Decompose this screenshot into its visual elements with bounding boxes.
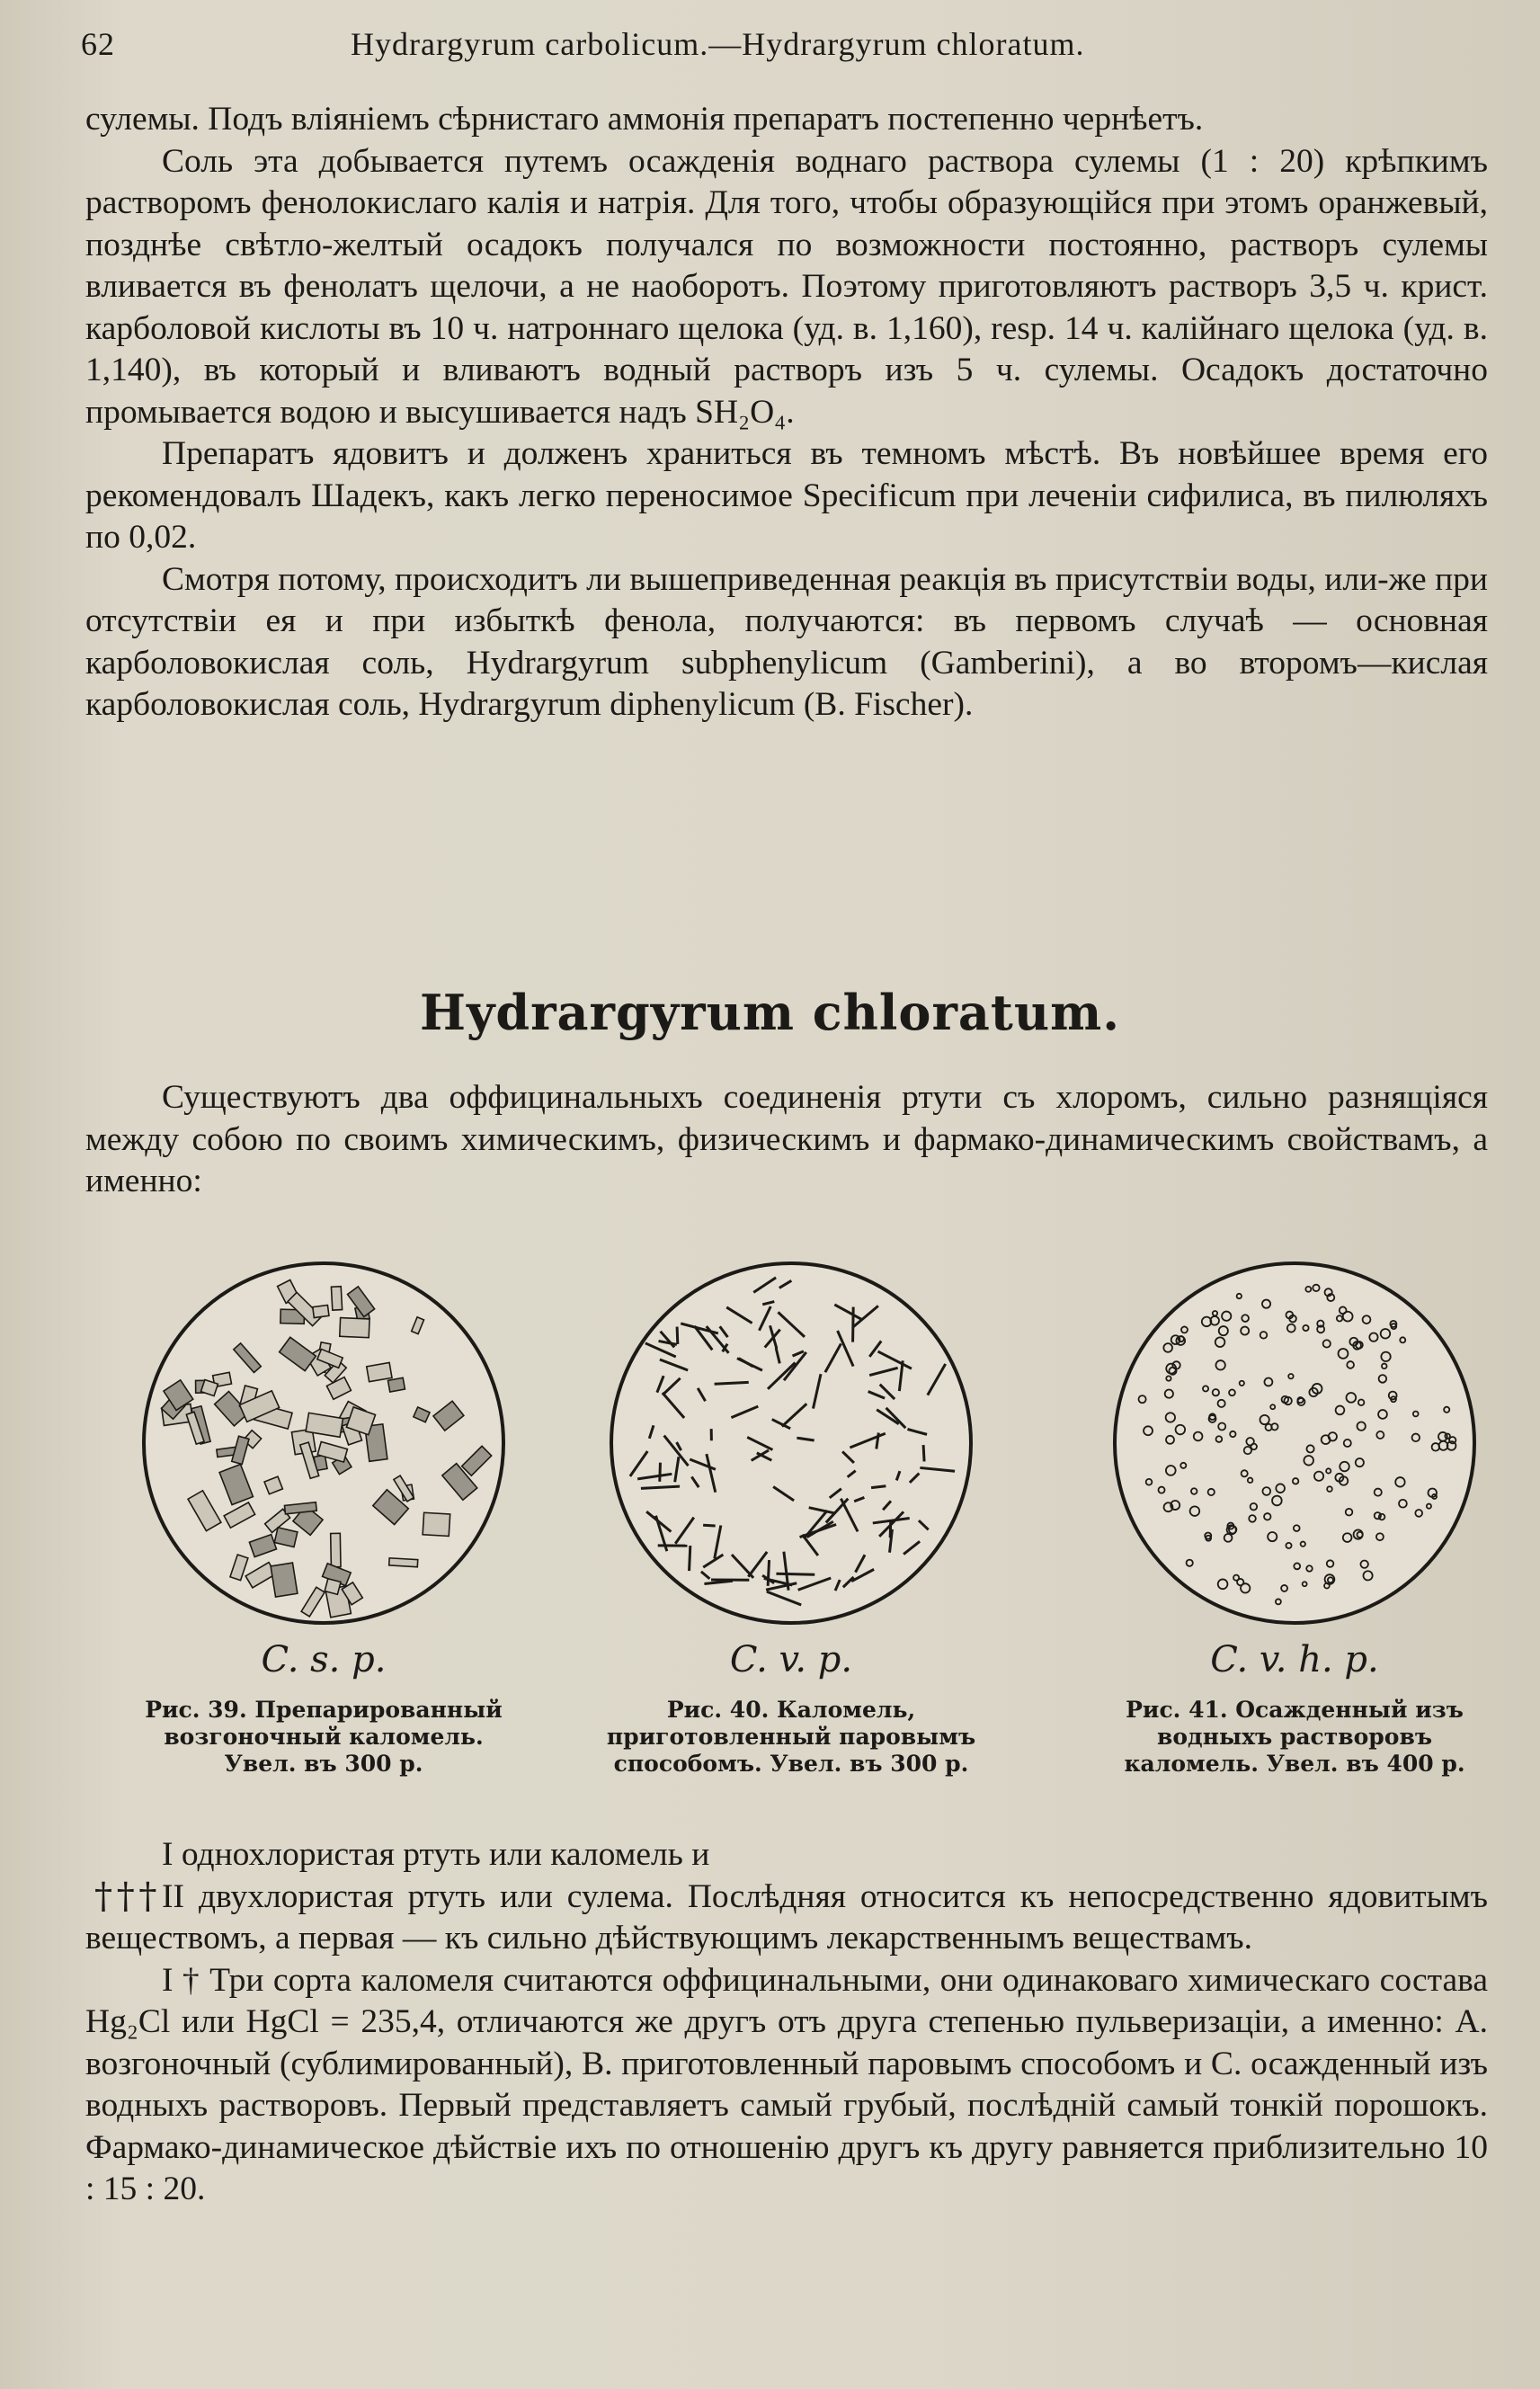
paragraph: Существуютъ два оффицинальныхъ соединенія ртути съ хлоромъ, сильно разнящіяся между собою по своимъ химическимъ, физическимъ и фармако-динамическимъ свойствамъ, а именно: <box>85 1079 1488 1199</box>
paragraph: Соль эта добывается путемъ осажденія воднаго раствора сулемы (1 : 20) крѣпкимъ растворомъ фенолокислаго калія и натрія. Для того, чтобы образующійся при этомъ оранжевый, позднѣе свѣтло-желтый осадокъ получался по возможности постоянно, растворъ сулемы вливается въ фенолатъ щелочи, а не наоборотъ. Поэтому приготовляютъ растворъ 3,5 ч. крист. карболовой кислоты въ 10 ч. натроннаго щелока (уд. в. 1,160), resp. 14 ч. калійнаго щелока (уд. в. 1,140), въ который и вливаютъ водный растворъ изъ 5 ч. сулемы. Осадокъ достаточно промывается водою и высушивается надъ SH₂O₄. <box>85 142 1488 431</box>
paragraph: I однохлористая ртуть или каломель и <box>162 1836 710 1873</box>
crystal-particle <box>340 1318 369 1338</box>
crystal-particle <box>923 1445 924 1461</box>
paragraph: II двухлористая ртуть или сулема. Послѣдняя относится къ непосредственно ядовитымъ веществомъ, а первая — къ сильно дѣйствующимъ лекарственнымъ веществамъ. <box>85 1877 1488 1957</box>
margin-dagger-mark: † † † <box>94 1876 154 1917</box>
crystal-particle <box>271 1563 298 1597</box>
crystal-particle <box>313 1305 329 1317</box>
figure-caption: Рис. 41. Осажденный изъ водныхъ растворовъ каломель. Увел. въ 400 р. <box>1124 1697 1465 1777</box>
crystal-particle <box>890 1521 891 1538</box>
figure-caption: Рис. 39. Препарированный возгоночный каломель. Увел. въ 300 р. <box>145 1697 503 1777</box>
crystal-particle <box>367 1362 392 1381</box>
paragraph: Смотря потому, происходитъ ли вышеприведенная реакція въ присутствіи воды, или-же при отсутствіи ея и при избыткѣ фенола, получаются: въ первомъ случаѣ — основная карболовокислая соль, Hydrargyrum subphenylicum (Gamberini), а во второмъ—кислая карболовокислая соль, Hydrargyrum diphenylicum (B. Fischer). <box>85 560 1488 723</box>
micrograph-circle-coarse <box>126 1254 521 1632</box>
crystal-particle <box>871 1486 886 1488</box>
crystal-particle <box>331 1533 341 1566</box>
crystal-particle <box>389 1558 418 1567</box>
crystal-particle <box>387 1377 405 1392</box>
section-heading: Hydrargyrum chloratum. <box>419 984 1121 1041</box>
crystal-particle <box>677 1327 678 1344</box>
micrograph-circle-fine <box>1097 1254 1492 1632</box>
crystal-particle <box>423 1512 450 1536</box>
crystal-particle <box>776 1573 815 1574</box>
figure-41 <box>1097 1254 1492 1778</box>
paragraph: Препаратъ ядовитъ и долженъ храниться въ темномъ мѣстѣ. Въ новѣйшее время его рекомендовалъ Шадекъ, какъ легко переносимое Specificum при леченіи сифилиса, въ пилюляхъ по 0,02. <box>85 435 1488 556</box>
running-title: Hydrargyrum carbolicum.—Hydrargyrum chloratum. <box>351 26 1085 62</box>
figure-row <box>0 1254 1540 1794</box>
crystal-particle <box>768 1560 769 1586</box>
crystal-particle <box>715 1382 749 1384</box>
figure-label: C. v. h. p. <box>1210 1639 1379 1680</box>
figure-label: C. v. p. <box>729 1639 853 1680</box>
crystal-particle <box>331 1287 342 1310</box>
crystal-particle <box>853 1307 854 1342</box>
paragraph: I † Три сорта каломеля считаются оффицинальными, они одинаковаго химическаго состава Hg₂Cl или HgCl = 235,4, отличаются же другъ отъ друга степенью пульверизаціи, а именно: A. возгоночный (сублимированный), B. приготовленный паровымъ способомъ и C. осажденный изъ водныхъ растворовъ. Первый представляетъ самый грубый, послѣдній самый тонкій порошокъ. Фармако-динамическое дѣйствіе ихъ по отношенію другъ къ другу равняется приблизительно 10 : 15 : 20. <box>85 1961 1488 2207</box>
running-head <box>81 25 1486 70</box>
micrograph-circle-needles <box>593 1254 989 1632</box>
crystal-particle <box>325 1579 341 1595</box>
figure-caption: Рис. 40. Каломель, приготовленный паровымъ способомъ. Увел. въ 300 р. <box>606 1697 976 1777</box>
figure-label: C. s. p. <box>261 1639 387 1680</box>
text-block-calomel <box>85 1834 1488 2211</box>
figure-40 <box>593 1254 989 1778</box>
figure-39 <box>126 1254 521 1778</box>
text-block-chloratum-intro <box>85 1077 1488 1203</box>
crystal-particle <box>703 1525 716 1526</box>
crystal-particle <box>660 1463 661 1482</box>
paragraph: сулемы. Подъ вліяніемъ сѣрнистаго аммонія препаратъ постепенно чернѣетъ. <box>85 101 1204 138</box>
page-number: 62 <box>81 26 115 62</box>
text-block-carbolicum <box>85 99 1488 727</box>
